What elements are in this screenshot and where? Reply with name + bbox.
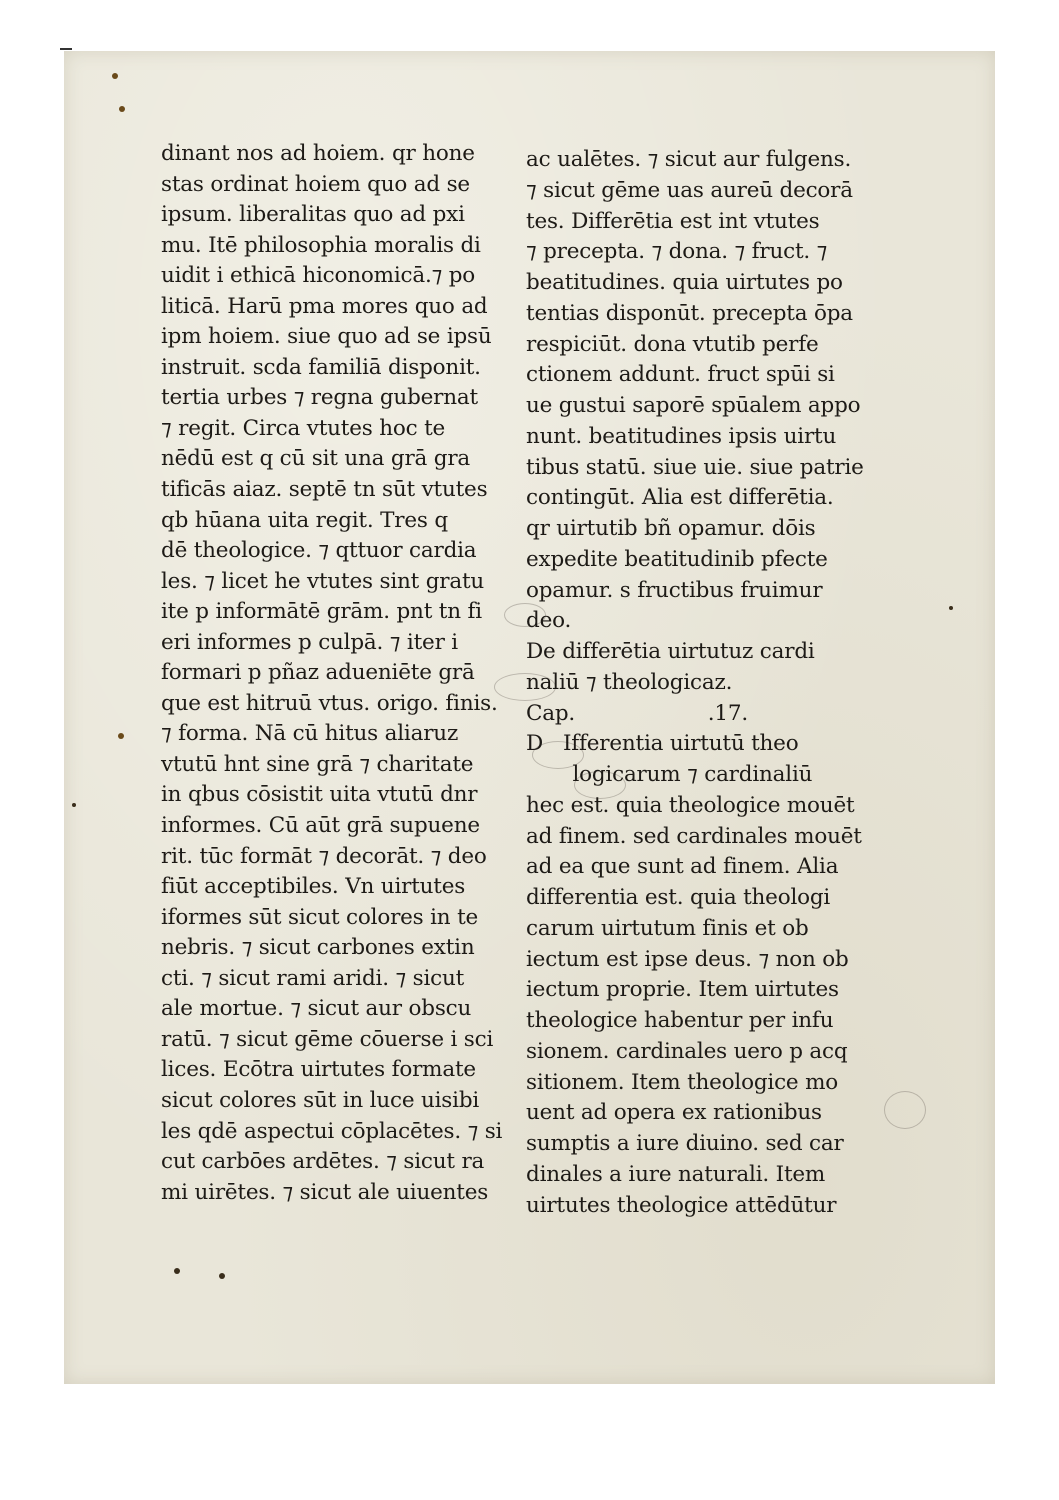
text-line: iectum est ipse deus. ⁊ non ob	[526, 946, 849, 972]
text-line: rit. tūc formāt ⁊ decorāt. ⁊ deo	[161, 843, 487, 869]
text-line: deo.	[526, 608, 572, 634]
text-line: nebris. ⁊ sicut carbones extin	[161, 935, 475, 961]
text-line: contingūt. Alia est differētia.	[526, 485, 834, 511]
ink-dot	[112, 73, 118, 79]
text-line: iformes sūt sicut colores in te	[161, 904, 479, 930]
text-line: tentias disponūt. precepta ōpa	[526, 300, 853, 326]
text-line: sitionem. Item theologice mo	[526, 1069, 839, 1095]
chapter-heading-line: naliū ⁊ theologicaz.	[526, 669, 733, 695]
text-line: carum uirtutum finis et ob	[526, 915, 809, 941]
chapter-heading-line: De differētia uirtutuz cardi	[526, 639, 815, 664]
text-line: dē theologice. ⁊ qttuor cardia	[161, 538, 477, 564]
text-line: tibus statū. siue uie. siue patrie	[526, 454, 864, 480]
text-line: mi uirētes. ⁊ sicut ale uiuentes	[161, 1179, 489, 1205]
text-line: ac ualētes. ⁊ sicut aur fulgens.	[526, 147, 852, 172]
text-line: uirtutes theologice attēdūtur	[526, 1192, 837, 1218]
text-line: vtutū hnt sine grā ⁊ charitate	[161, 751, 474, 777]
manuscript-page	[64, 51, 995, 1384]
text-line: cut carbōes ardētes. ⁊ sicut ra	[161, 1149, 485, 1175]
ink-dot	[119, 106, 125, 112]
text-line: eri informes p culpā. ⁊ iter i	[161, 629, 458, 655]
text-line: expedite beatitudinib pfecte	[526, 546, 828, 572]
text-line: qb hūana uita regit. Tres q	[161, 507, 448, 533]
ink-dot	[949, 606, 953, 610]
text-line: liticā. Harū pma mores quo ad	[161, 293, 488, 319]
text-line: lices. Ecōtra uirtutes formate	[161, 1057, 476, 1083]
page-edge-mark	[60, 48, 72, 50]
ink-dot	[118, 733, 124, 739]
ink-dot	[174, 1268, 180, 1274]
text-line: cti. ⁊ sicut rami aridi. ⁊ sicut	[161, 965, 465, 991]
text-line: ite p informātē grām. pnt tn fi	[161, 599, 482, 625]
text-line: tes. Differētia est int vtutes	[526, 208, 820, 234]
text-line: uent ad opera ex rationibus	[526, 1100, 822, 1126]
text-line: fiūt acceptibiles. Vn uirtutes	[161, 874, 466, 900]
text-line: sumptis a iure diuino. sed car	[526, 1131, 844, 1156]
text-line: iectum proprie. Item uirtutes	[526, 977, 839, 1003]
text-line: logicarum ⁊ cardinaliū	[526, 762, 813, 787]
chapter-number-line: Cap. .17.	[526, 700, 748, 726]
text-line: nunt. beatitudines ipsis uirtu	[526, 423, 837, 449]
text-line: sicut colores sūt in luce uisibi	[161, 1087, 480, 1113]
text-line: dinant nos ad hoiem. qr hone	[161, 141, 475, 166]
ink-dot	[72, 803, 76, 807]
text-line: ue gustui saporē spūalem appo	[526, 393, 861, 418]
text-line: que est hitruū vtus. origo. finis.	[161, 690, 498, 716]
right-text-column	[526, 145, 896, 1221]
text-line: ale mortue. ⁊ sicut aur obscu	[161, 996, 472, 1022]
text-line: qr uirtutib bñ opamur. dōis	[526, 516, 816, 541]
text-line: differentia est. quia theologi	[526, 885, 831, 910]
left-text-column	[161, 139, 501, 1208]
text-line: ratū. ⁊ sicut gēme cōuerse i sci	[161, 1026, 494, 1052]
text-line: tificās aiaz. septē tn sūt vtutes	[161, 477, 488, 503]
text-line: dinales a iure naturali. Item	[526, 1161, 826, 1187]
text-line: ⁊ forma. Nā cū hitus aliaruz	[161, 721, 459, 747]
text-line-initial: D Ifferentia uirtutū theo	[526, 731, 799, 757]
text-line: ⁊ precepta. ⁊ dona. ⁊ fruct. ⁊	[526, 239, 828, 265]
text-line: ipsum. liberalitas quo ad pxi	[161, 202, 465, 228]
text-line: opamur. s fructibus fruimur	[526, 577, 823, 603]
text-line: mu. Itē philosophia moralis di	[161, 232, 481, 258]
text-line: informes. Cū aūt grā supuene	[161, 813, 480, 839]
text-line: nēdū est q cū sit una grā gra	[161, 446, 471, 472]
text-line: uidit i ethicā hiconomicā.⁊ po	[161, 263, 476, 289]
text-line: ad ea que sunt ad finem. Alia	[526, 854, 839, 880]
text-line: les. ⁊ licet he vtutes sint gratu	[161, 568, 485, 594]
text-line: in qbus cōsistit uita vtutū dnr	[161, 782, 478, 808]
text-line: tertia urbes ⁊ regna gubernat	[161, 385, 478, 411]
text-line: ctionem addunt. fruct spūi si	[526, 362, 835, 388]
text-line: ⁊ sicut gēme uas aureū decorā	[526, 177, 853, 203]
text-line: sionem. cardinales uero p acq	[526, 1038, 848, 1064]
text-line: hec est. quia theologice mouēt	[526, 792, 855, 818]
text-line: theologice habentur per infu	[526, 1008, 834, 1033]
text-line: beatitudines. quia uirtutes po	[526, 270, 843, 295]
text-line: stas ordinat hoiem quo ad se	[161, 171, 470, 197]
text-line: respiciūt. dona vtutib perfe	[526, 331, 819, 357]
text-line: ad finem. sed cardinales mouēt	[526, 823, 862, 849]
text-line: instruit. scda familiā disponit.	[161, 354, 481, 380]
text-line: formari p pñaz adueniēte grā	[161, 660, 475, 686]
ink-dot	[219, 1273, 225, 1279]
text-line: ⁊ regit. Circa vtutes hoc te	[161, 415, 446, 441]
text-line: ipm hoiem. siue quo ad se ipsū	[161, 324, 492, 350]
text-line: les qdē aspectui cōplacētes. ⁊ si	[161, 1118, 503, 1144]
